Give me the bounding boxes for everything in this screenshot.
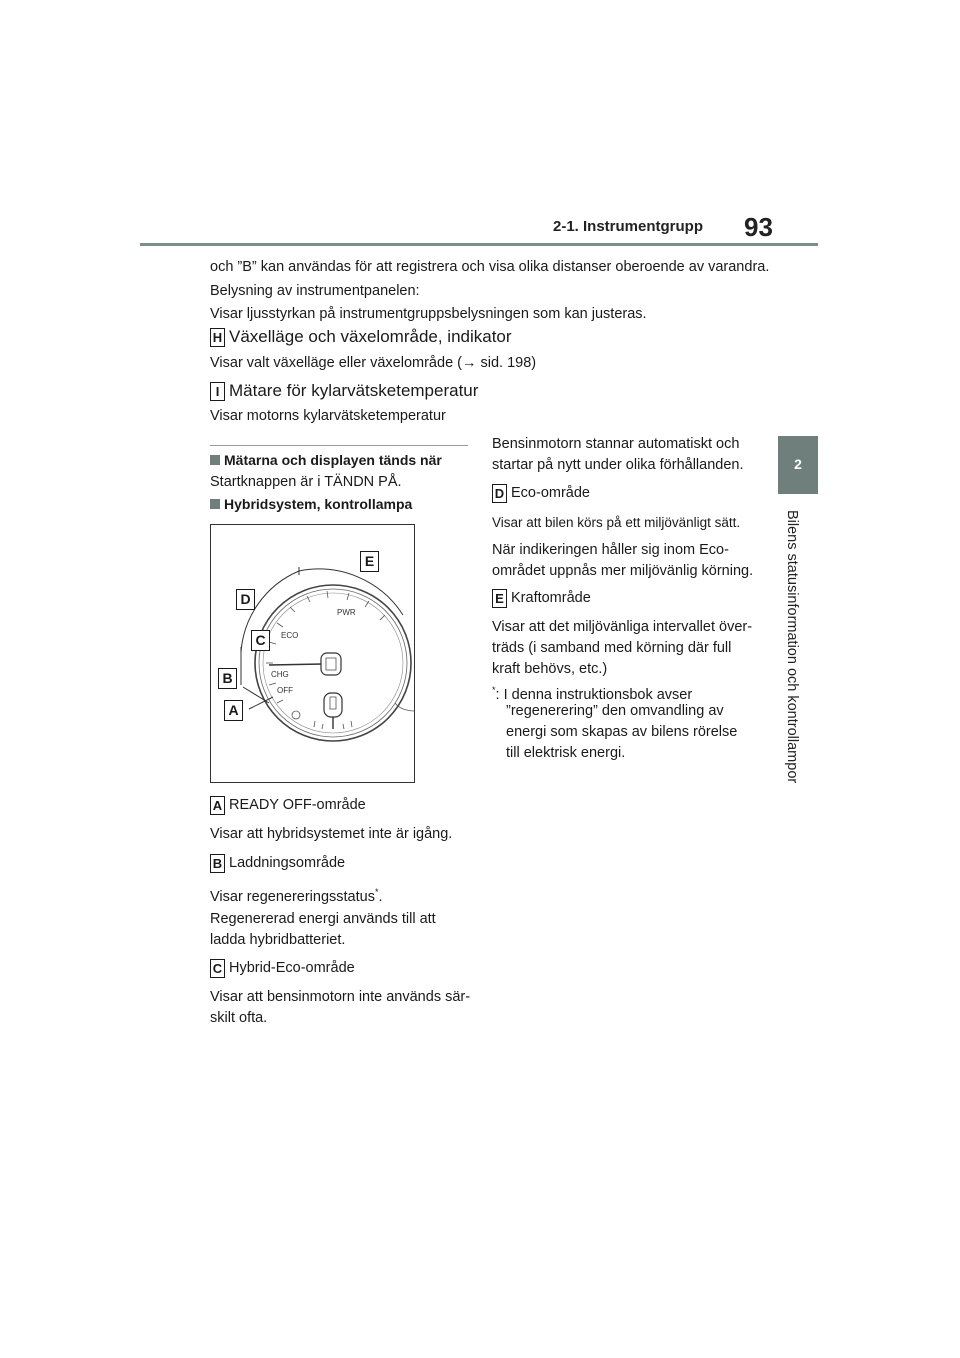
bullet-heading-1 [210, 452, 442, 468]
gauge-eco-text: ECO [281, 631, 299, 640]
badge-c: C [210, 959, 225, 978]
figure-label-d: D [236, 589, 255, 610]
item-b-desc-text: Visar regenereringsstatus [210, 888, 375, 905]
item-d [492, 483, 590, 504]
bullet-square-icon [210, 455, 220, 465]
gauge-chg-text: CHG [271, 670, 289, 679]
item-e-title: Kraftområde [511, 590, 591, 606]
heading-i [210, 381, 478, 401]
hybrid-gauge-figure [210, 524, 415, 783]
hybrid-gauge-illustration [211, 525, 415, 783]
heading-h-desc: Visar valt växelläge eller växelområde (→ sid. 198) [210, 355, 537, 371]
item-a [210, 795, 366, 816]
item-d-desc2-l1: När indikeringen håller sig inom Eco- [492, 542, 729, 558]
footnote-l3: energi som skapas av bilens rörelse [506, 724, 738, 740]
item-c-desc-l2: skilt ofta. [210, 1010, 268, 1026]
badge-a: A [210, 796, 225, 815]
left-text-1: Startknappen är i TÄNDN PÅ. [210, 474, 402, 490]
footnote-ref: * [374, 887, 379, 897]
heading-h [210, 327, 512, 347]
right-intro-l2: startar på nytt under olika förhållanden. [492, 457, 744, 473]
chapter-number: 2 [794, 456, 802, 472]
badge-i: I [210, 382, 225, 401]
badge-d: D [492, 484, 507, 503]
page-number: 93 [744, 212, 773, 242]
gauge-pwr-text: PWR [337, 608, 356, 617]
item-b-desc-end: . [378, 888, 383, 905]
heading-h-text: Växelläge och växelområde, indikator [229, 327, 512, 346]
figure-label-a: A [224, 700, 243, 721]
item-e [492, 588, 591, 609]
item-e-desc-l2: träds (i samband med körning där full [492, 640, 732, 656]
item-d-title: Eco-område [511, 485, 590, 501]
bullet-square-icon [210, 499, 220, 509]
item-b [210, 853, 345, 874]
footnote-mark: * [492, 685, 496, 695]
badge-h: H [210, 328, 225, 347]
header-rule [140, 243, 818, 246]
item-a-title: READY OFF-område [229, 797, 366, 813]
bullet-heading-1-text: Mätarna och displayen tänds när [224, 452, 442, 468]
item-b-desc [210, 882, 383, 908]
figure-label-e: E [360, 551, 379, 572]
item-c-desc-l1: Visar att bensinmotorn inte används sär- [210, 989, 471, 1005]
gauge-off-text: OFF [277, 686, 293, 695]
item-b-desc2-l1: Regenererad energi används till att [210, 911, 436, 927]
right-intro-l1: Bensinmotorn stannar automatiskt och [492, 436, 740, 452]
item-e-desc-l3: kraft behövs, etc.) [492, 661, 608, 677]
bullet-heading-2 [210, 496, 412, 512]
item-b-title: Laddningsområde [229, 855, 346, 871]
footnote-l4: till elektrisk energi. [506, 745, 626, 761]
item-d-desc2-l2: området uppnås mer miljövänlig körning. [492, 563, 754, 579]
section-divider [210, 445, 468, 446]
footnote-l1-text: : I denna instruktionsbok avser [495, 686, 693, 703]
badge-e: E [492, 589, 507, 608]
section-title: 2-1. Instrumentgrupp [553, 218, 704, 235]
top-line-1: och ”B” kan användas för att registrera och visa olika distanser oberoende av varandra. [210, 259, 770, 275]
heading-i-text: Mätare för kylarvätsketemperatur [229, 381, 479, 400]
badge-b: B [210, 854, 225, 873]
top-line-3: Visar ljusstyrkan på instrumentgruppsbelysningen som kan justeras. [210, 306, 647, 322]
item-a-desc: Visar att hybridsystemet inte är igång. [210, 826, 453, 842]
bullet-heading-2-text: Hybridsystem, kontrollampa [224, 496, 413, 512]
item-d-desc: Visar att bilen körs på ett miljövänligt sätt. [492, 515, 741, 530]
item-e-desc-l1: Visar att det miljövänliga intervallet över- [492, 619, 753, 635]
figure-label-c: C [251, 630, 270, 651]
top-line-2: Belysning av instrumentpanelen: [210, 283, 420, 299]
figure-label-b: B [218, 668, 237, 689]
heading-i-desc: Visar motorns kylarvätsketemperatur [210, 408, 446, 424]
chapter-title: Bilens statusinformation och kontrollampor [784, 510, 800, 784]
footnote-l2: ”regenerering” den omvandling av [506, 703, 724, 719]
item-b-desc2-l2: ladda hybridbatteriet. [210, 932, 346, 948]
item-c [210, 958, 355, 979]
item-c-title: Hybrid-Eco-område [229, 960, 355, 976]
